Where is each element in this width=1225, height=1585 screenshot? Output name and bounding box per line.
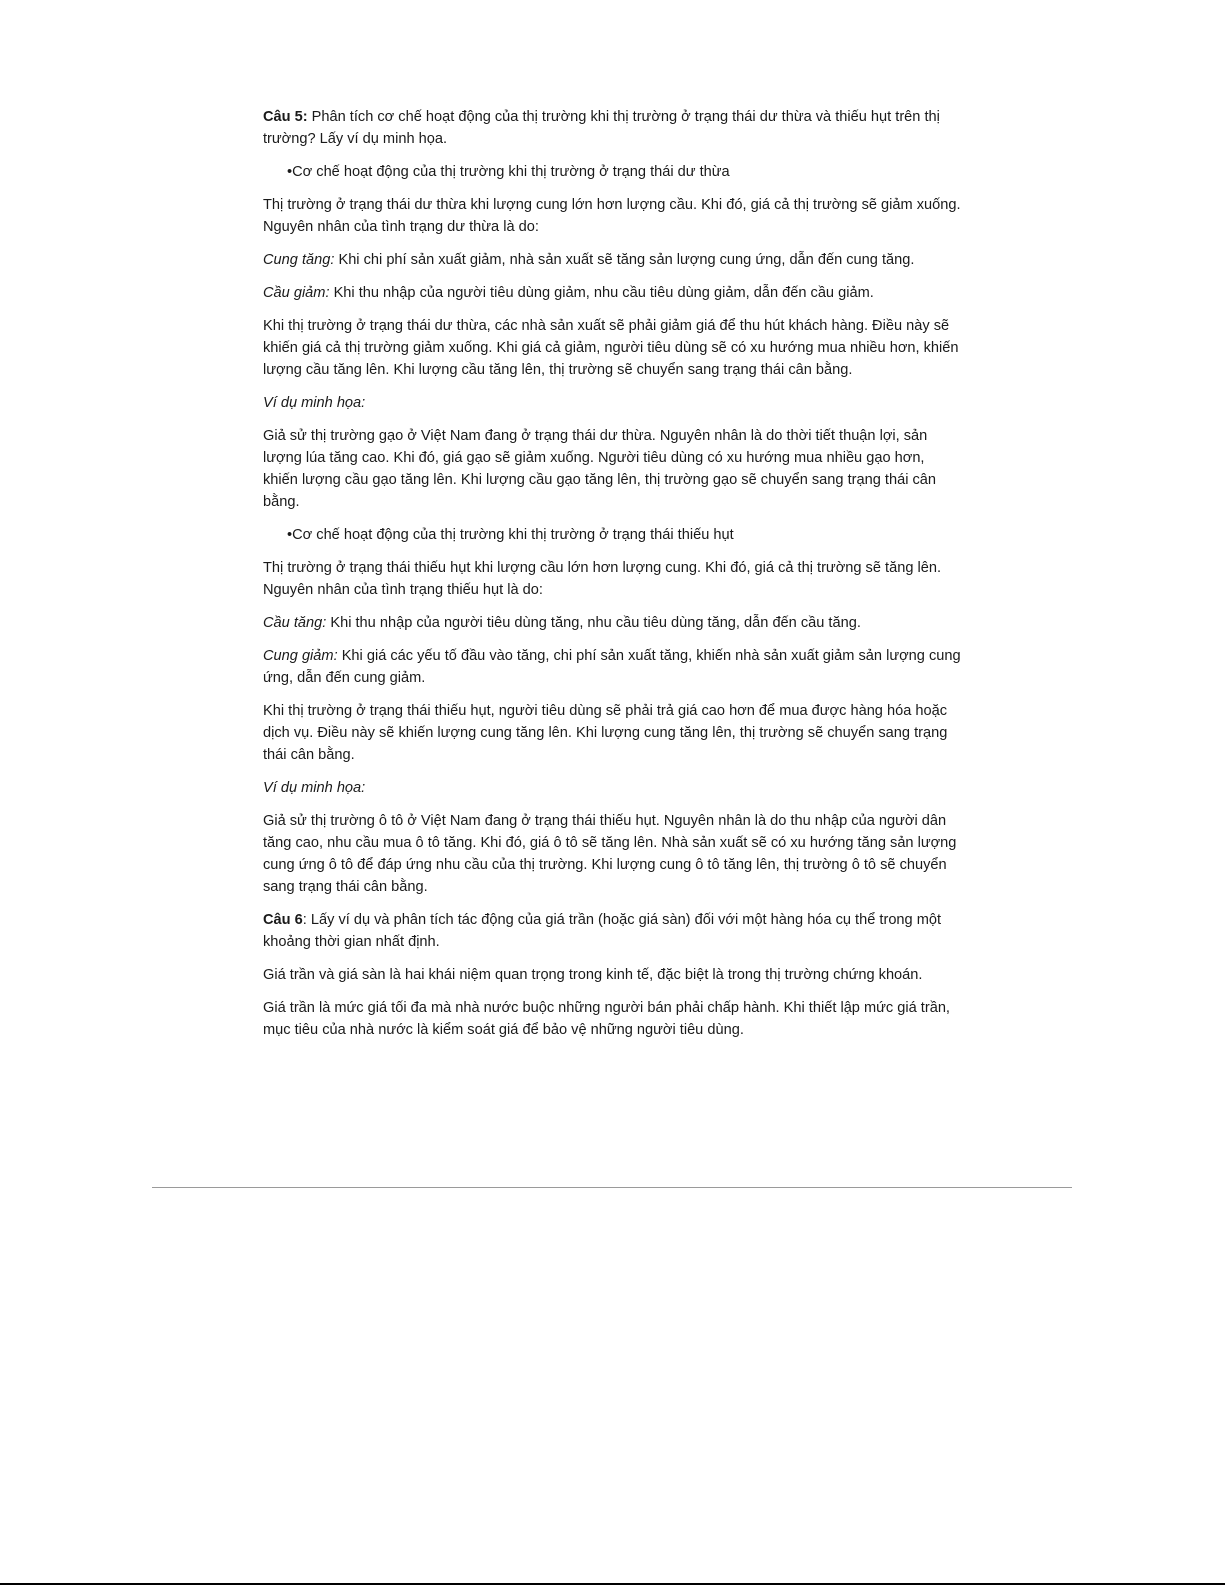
question-5-label: Câu 5: <box>263 109 308 125</box>
surplus-cause-demand-label: Cầu giảm: <box>263 285 330 301</box>
surplus-cause-supply-label: Cung tăng: <box>263 252 335 268</box>
document-page <box>263 106 963 1052</box>
shortage-mechanism: Khi thị trường ở trạng thái thiếu hụt, người tiêu dùng sẽ phải trả giá cao hơn để mua được hàng hóa hoặc dịch vụ. Điều này sẽ khiến lượng cung tăng lên. Khi lượng cung tăng lên, thị trường sẽ chuyển sang trạng thái cân bằng. <box>263 703 948 763</box>
shortage-cause-demand-text: Khi thu nhập của người tiêu dùng tăng, nhu cầu tiêu dùng tăng, dẫn đến cầu tăng. <box>326 615 861 631</box>
surplus-mechanism: Khi thị trường ở trạng thái dư thừa, các nhà sản xuất sẽ phải giảm giá để thu hút khách hàng. Điều này sẽ khiến giá cả thị trường giảm xuống. Khi giá cả giảm, người tiêu dùng sẽ có xu hướng mua nhiều hơn, khiến lượng cầu tăng lên. Khi lượng cầu tăng lên, thị trường sẽ chuyển sang trạng thái cân bằng. <box>263 318 959 378</box>
question-6-text: : Lấy ví dụ và phân tích tác động của giá trần (hoặc giá sàn) đối với một hàng hóa cụ thể trong một khoảng thời gian nhất định. <box>263 912 942 950</box>
shortage-cause-demand-label: Cầu tăng: <box>263 615 327 631</box>
surplus-cause-supply <box>263 249 963 271</box>
surplus-cause-supply-text: Khi chi phí sản xuất giảm, nhà sản xuất sẽ tăng sản lượng cung ứng, dẫn đến cung tăng. <box>334 252 915 268</box>
page-divider <box>152 1187 1072 1188</box>
shortage-cause-supply-text: Khi giá các yếu tố đầu vào tăng, chi phí sản xuất tăng, khiến nhà sản xuất giảm sản lượng cung ứng, dẫn đến cung giảm. <box>263 648 961 686</box>
surplus-example-label: Ví dụ minh họa: <box>263 395 366 411</box>
shortage-intro: Thị trường ở trạng thái thiếu hụt khi lượng cầu lớn hơn lượng cung. Khi đó, giá cả thị trường sẽ tăng lên. Nguyên nhân của tình trạng thiếu hụt là do: <box>263 560 942 598</box>
shortage-bullet-heading: •Cơ chế hoạt động của thị trường khi thị trường ở trạng thái thiếu hụt <box>287 527 734 543</box>
shortage-cause-demand <box>263 612 963 634</box>
question-5-text: Phân tích cơ chế hoạt động của thị trường khi thị trường ở trạng thái dư thừa và thiếu hụt trên thị trường? Lấy ví dụ minh họa. <box>263 109 940 147</box>
surplus-example-text: Giả sử thị trường gạo ở Việt Nam đang ở trạng thái dư thừa. Nguyên nhân là do thời tiết thuận lợi, sản lượng lúa tăng cao. Khi đó, giá gạo sẽ giảm xuống. Người tiêu dùng có xu hướng mua nhiều gạo hơn, khiến lượng cầu gạo tăng lên. Khi lượng cầu gạo tăng lên, thị trường gạo sẽ chuyển sang trạng thái cân bằng. <box>263 428 937 510</box>
question-6-label: Câu 6 <box>263 912 303 928</box>
shortage-cause-supply <box>263 645 963 689</box>
shortage-example-text: Giả sử thị trường ô tô ở Việt Nam đang ở trạng thái thiếu hụt. Nguyên nhân là do thu nhập của người dân tăng cao, nhu cầu mua ô tô tăng. Khi đó, giá ô tô sẽ tăng lên. Nhà sản xuất sẽ có xu hướng tăng sản lượng cung ứng ô tô để đáp ứng nhu cầu của thị trường. Khi lượng cung ô tô tăng lên, thị trường ô tô sẽ chuyển sang trạng thái cân bằng. <box>263 813 957 895</box>
surplus-cause-demand-text: Khi thu nhập của người tiêu dùng giảm, nhu cầu tiêu dùng giảm, dẫn đến cầu giảm. <box>329 285 874 301</box>
shortage-cause-supply-label: Cung giảm: <box>263 648 338 664</box>
question-6-paragraph-1: Giá trần và giá sàn là hai khái niệm quan trọng trong kinh tế, đặc biệt là trong thị trường chứng khoán. <box>263 967 923 983</box>
shortage-example-label: Ví dụ minh họa: <box>263 780 366 796</box>
question-6 <box>263 909 963 953</box>
question-5 <box>263 106 963 150</box>
question-6-paragraph-2: Giá trần là mức giá tối đa mà nhà nước buộc những người bán phải chấp hành. Khi thiết lập mức giá trần, mục tiêu của nhà nước là kiểm soát giá để bảo vệ những người tiêu dùng. <box>263 1000 950 1038</box>
surplus-bullet-heading: •Cơ chế hoạt động của thị trường khi thị trường ở trạng thái dư thừa <box>287 164 730 180</box>
surplus-intro: Thị trường ở trạng thái dư thừa khi lượng cung lớn hơn lượng cầu. Khi đó, giá cả thị trường sẽ giảm xuống. Nguyên nhân của tình trạng dư thừa là do: <box>263 197 961 235</box>
surplus-cause-demand <box>263 282 963 304</box>
